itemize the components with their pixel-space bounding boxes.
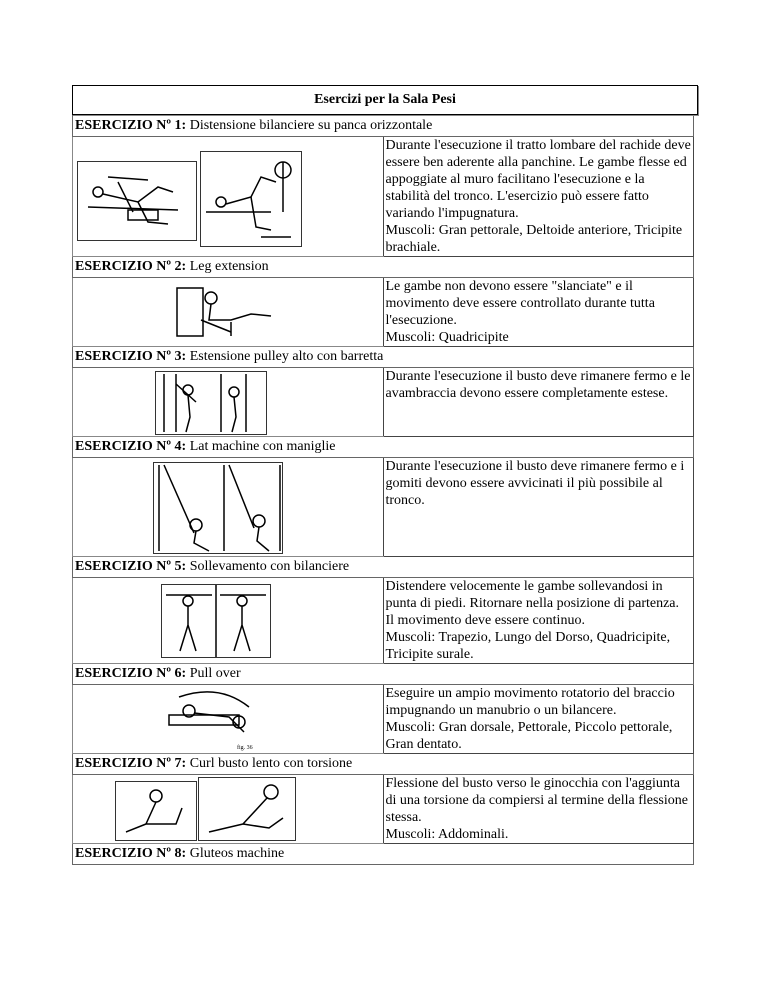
exercise-illustration-cell <box>73 578 384 664</box>
exercise-description: Durante l'esecuzione il busto deve rimanere fermo e le avambraccia devono essere completamente estese. <box>385 369 691 401</box>
exercise-header <box>73 347 694 368</box>
exercise-body <box>73 685 694 754</box>
exercise-description: Eseguire un ampio movimento rotatorio del braccio impugnando un manubrio o un bilancere. <box>385 686 675 718</box>
document-title: Esercizi per la Sala Pesi <box>314 92 456 107</box>
exercise-body <box>73 137 694 257</box>
exercise-description: Durante l'esecuzione il busto deve rimanere fermo e i gomiti devono essere avvicinati il più possibile al tronco. <box>385 459 685 508</box>
exercise-illustration <box>155 371 267 435</box>
exercise-description: Durante l'esecuzione il tratto lombare del rachide deve essere ben aderente alla panchine. Le gambe flesse ed appoggiate al muro facilitano l'esecuzione e la stabilità del tronco. L'esercizio può essere fatto variando l'impugnatura. <box>385 138 691 221</box>
exercise-muscles: Muscoli: Trapezio, Lungo del Dorso, Quadricipite, Tricipite surale. <box>385 630 671 662</box>
exercise-label: ESERCIZIO Nº 2: <box>75 259 187 274</box>
exercise-name: Estensione pulley alto con barretta <box>189 349 384 364</box>
exercise-header <box>73 437 694 458</box>
exercise-description-cell <box>383 368 694 437</box>
exercise-body <box>73 775 694 844</box>
exercise-body <box>73 368 694 437</box>
exercise-illustration-cell <box>73 458 384 557</box>
exercise-illustration <box>159 687 271 753</box>
exercise-label: ESERCIZIO Nº 1: <box>75 118 187 133</box>
exercise-header <box>73 664 694 685</box>
exercise-illustration <box>171 284 281 339</box>
exercise-illustration-cell <box>73 775 384 844</box>
exercise-label: ESERCIZIO Nº 3: <box>75 349 187 364</box>
exercise-body <box>73 458 694 557</box>
figure-label: fig. 36 <box>237 745 253 751</box>
exercise-body <box>73 278 694 347</box>
exercise-description-cell <box>383 685 694 754</box>
exercise-label: ESERCIZIO Nº 8: <box>75 846 187 861</box>
document <box>72 85 694 865</box>
exercise-label: ESERCIZIO Nº 5: <box>75 559 187 574</box>
exercise-illustration-cell <box>73 137 384 257</box>
exercise-muscles: Muscoli: Quadricipite <box>385 330 509 345</box>
exercise-illustration <box>153 462 283 554</box>
exercise-header <box>73 844 694 865</box>
exercise-description-cell <box>383 278 694 347</box>
exercise-muscles: Muscoli: Gran dorsale, Pettorale, Piccolo pettorale, Gran dentato. <box>385 720 673 752</box>
exercise-description-cell <box>383 578 694 664</box>
exercise-header <box>73 557 694 578</box>
exercise-illustration <box>161 584 271 658</box>
exercise-illustration <box>198 777 296 841</box>
exercise-header <box>73 754 694 775</box>
exercise-label: ESERCIZIO Nº 7: <box>75 756 187 771</box>
exercise-body <box>73 578 694 664</box>
exercise-name: Sollevamento con bilanciere <box>189 559 350 574</box>
exercise-name: Pull over <box>189 666 241 681</box>
exercise-muscles: Muscoli: Gran pettorale, Deltoide anteriore, Tricipite brachiale. <box>385 223 683 255</box>
exercise-illustration <box>200 151 302 247</box>
exercise-header <box>73 116 694 137</box>
exercise-name: Leg extension <box>189 259 269 274</box>
exercise-muscles: Muscoli: Addominali. <box>385 827 509 842</box>
exercise-table <box>72 115 694 865</box>
exercise-header <box>73 257 694 278</box>
exercise-description-cell <box>383 775 694 844</box>
exercise-illustration-cell <box>73 278 384 347</box>
exercise-description: Flessione del busto verso le ginocchia con l'aggiunta di una torsione da compiersi al termine della flessione stessa. <box>385 776 688 825</box>
exercise-name: Distensione bilanciere su panca orizzontale <box>189 118 433 133</box>
exercise-description: Distendere velocemente le gambe sollevandosi in punta di piedi. Ritornare nella posizione di partenza. Il movimento deve essere continuo. <box>385 579 680 628</box>
exercise-description-cell <box>383 137 694 257</box>
exercise-description-cell <box>383 458 694 557</box>
exercise-label: ESERCIZIO Nº 4: <box>75 439 187 454</box>
document-title-box <box>72 85 698 115</box>
exercise-name: Curl busto lento con torsione <box>189 756 353 771</box>
exercise-name: Lat machine con maniglie <box>189 439 336 454</box>
exercise-illustration-cell <box>73 368 384 437</box>
exercise-illustration <box>115 781 197 841</box>
exercise-description: Le gambe non devono essere "slanciate" e il movimento deve essere controllato durante tutta l'esecuzione. <box>385 279 655 328</box>
exercise-label: ESERCIZIO Nº 6: <box>75 666 187 681</box>
exercise-illustration-cell <box>73 685 384 754</box>
exercise-illustration <box>77 161 197 241</box>
exercise-name: Gluteos machine <box>189 846 285 861</box>
